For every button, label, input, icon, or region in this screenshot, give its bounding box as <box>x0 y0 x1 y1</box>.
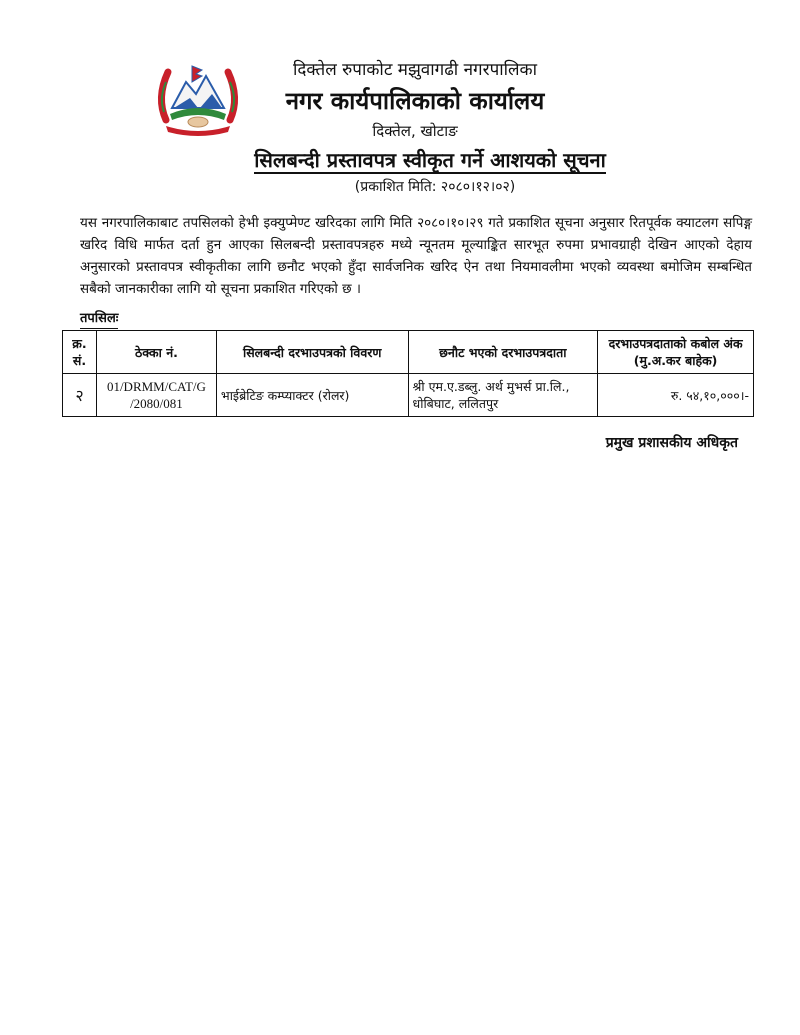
cell-sn: २ <box>63 374 97 417</box>
notice-body: यस नगरपालिकाबाट तपसिलको हेभी इक्युप्मेण्ट खरिदका लागि मिति २०८०।१०।२९ गते प्रकाशित सूचना अनुसार रितपूर्वक क्याटलग सपिङ्ग खरिद विधि मार्फत दर्ता हुन आएका सिलबन्दी प्रस्तावपत्रहरु मध्ये न्यूनतम मूल्याङ्कित सारभूत रुपमा प्रभावग्राही देखिन आएको देहाय अनुसारको प्रस्तावपत्र स्वीकृतीका लागि छनौट भएको हुँदा सार्वजनिक खरिद ऐन तथा नियमावलीमा भएको व्यवस्था बमोजिम सम्बन्धित सबैको जानकारीका लागि यो सूचना प्रकाशित गरिएको छ । <box>80 215 752 297</box>
signature-title: प्रमुख प्रशासकीय अधिकृत <box>605 435 738 451</box>
notice-title-text: सिलबन्दी प्रस्तावपत्र स्वीकृत गर्ने आशयको सूचना <box>254 148 606 172</box>
header-amount: दरभाउपत्रदाताको कबोल अंक (मु.अ.कर बाहेक) <box>598 331 754 374</box>
office-name: नगर कार्यपालिकाको कार्यालय <box>285 87 545 115</box>
nepal-emblem-logo <box>152 58 244 138</box>
municipality-name: दिक्तेल रुपाकोट मझुवागढी नगरपालिका <box>292 60 538 80</box>
header-selected-bidder: छनौट भएको दरभाउपत्रदाता <box>408 331 598 374</box>
cell-amount: रु. ५४,१०,०००।- <box>598 374 754 417</box>
header-contract-no: ठेक्का नं. <box>96 331 216 374</box>
tapasil-label: तपसिलः <box>80 310 118 329</box>
award-table <box>62 330 754 417</box>
header-sn: क्र. सं. <box>63 331 97 374</box>
table-header-row <box>63 331 754 374</box>
letterhead <box>250 58 580 142</box>
notice-title <box>150 146 710 174</box>
header-description: सिलबन्दी दरभाउपत्रको विवरण <box>216 331 408 374</box>
cell-description: भाईब्रेटिङ कम्प्याक्टर (रोलर) <box>216 374 408 417</box>
table-row <box>63 374 754 417</box>
cell-selected-bidder: श्री एम.ए.डब्लु. अर्थ मुभर्स प्रा.लि., धोबिघाट, ललितपुर <box>408 374 598 417</box>
cell-contract-no: 01/DRMM/CAT/G /2080/081 <box>96 374 216 417</box>
published-date: (प्रकाशित मिति: २०८०।१२।०२) <box>354 179 516 195</box>
office-location: दिक्तेल, खोटाङ <box>372 122 458 140</box>
